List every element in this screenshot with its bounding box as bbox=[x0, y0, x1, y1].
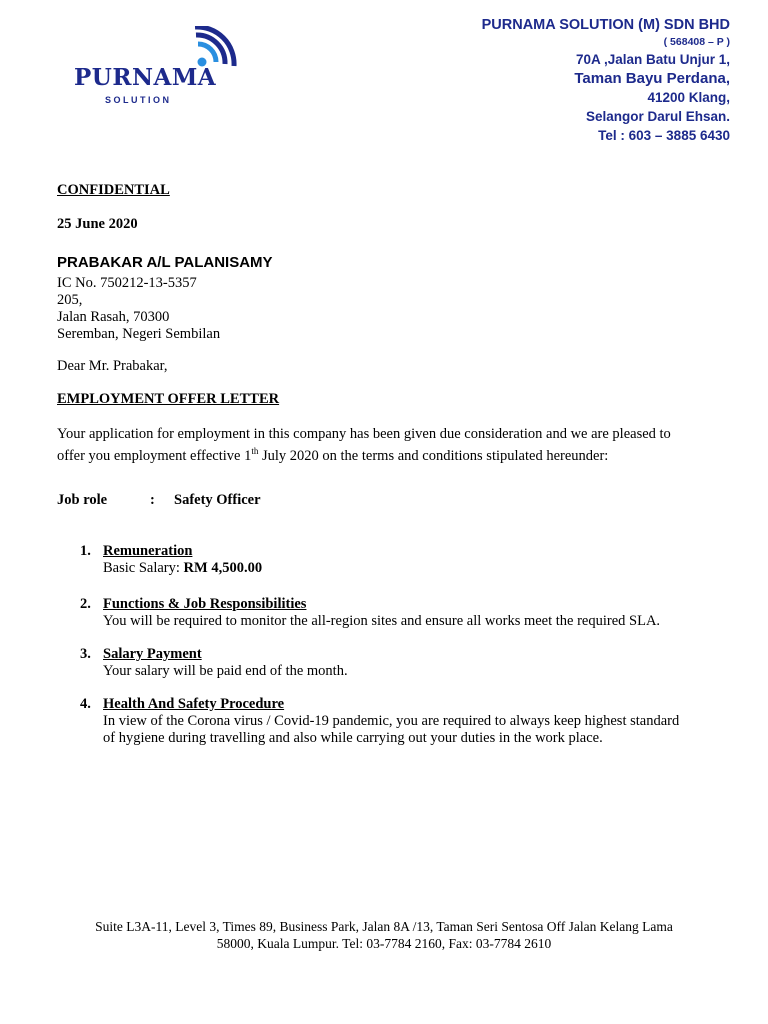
letter-date: 25 June 2020 bbox=[57, 216, 138, 232]
basic-salary-value: RM 4,500.00 bbox=[183, 560, 263, 576]
logo-subtitle: SOLUTION bbox=[105, 95, 172, 105]
company-name: PURNAMA SOLUTION (M) SDN BHD bbox=[481, 17, 730, 33]
recipient-address-line: Jalan Rasah, 70300 bbox=[57, 309, 170, 325]
job-role bbox=[57, 492, 717, 509]
job-role-colon: : bbox=[150, 492, 155, 508]
recipient-name: PRABAKAR A/L PALANISAMY bbox=[57, 254, 273, 271]
company-phone: Tel : 603 – 3885 6430 bbox=[598, 128, 730, 143]
recipient-address-line: Seremban, Negeri Sembilan bbox=[57, 326, 221, 342]
section-text: Basic Salary: RM 4,500.00 bbox=[103, 560, 263, 576]
footer-contact: 58000, Kuala Lumpur. Tel: 03-7784 2160, Fax: 03-7784 2610 bbox=[216, 936, 552, 951]
company-reg-no: ( 568408 – P ) bbox=[663, 36, 730, 48]
section-number: 3. bbox=[80, 646, 91, 662]
company-address-line: Selangor Darul Ehsan. bbox=[585, 109, 730, 124]
page-footer bbox=[0, 918, 768, 952]
intro-paragraph bbox=[57, 426, 717, 465]
footer-address: Suite L3A-11, Level 3, Times 89, Business Park, Jalan 8A /13, Taman Seri Sentosa Off Jalan Kelang Lama bbox=[95, 919, 673, 934]
recipient-address bbox=[57, 275, 717, 343]
section-text: Your salary will be paid end of the month. bbox=[103, 663, 348, 679]
section-text: of hygiene during travelling and also while carrying out your duties in the work place. bbox=[103, 730, 603, 746]
section-number: 1. bbox=[80, 543, 91, 559]
section-heading: Health And Safety Procedure bbox=[103, 696, 285, 712]
intro-line: offer you employment effective 1th July 2020 on the terms and conditions stipulated hereunder: bbox=[57, 446, 609, 464]
section-heading: Functions & Job Responsibilities bbox=[103, 596, 307, 612]
section-number: 4. bbox=[80, 696, 91, 712]
section-text: You will be required to monitor the all-region sites and ensure all works meet the required SLA. bbox=[103, 613, 661, 629]
intro-line: Your application for employment in this company has been given due consideration and we are pleased to bbox=[57, 426, 671, 442]
letter-subject: EMPLOYMENT OFFER LETTER bbox=[57, 391, 280, 407]
section-number: 2. bbox=[80, 596, 91, 612]
company-address-line: Taman Bayu Perdana, bbox=[574, 70, 730, 87]
recipient-address-line: 205, bbox=[57, 292, 83, 308]
recipient-ic: IC No. 750212-13-5357 bbox=[57, 275, 197, 291]
confidential-label: CONFIDENTIAL bbox=[57, 182, 170, 198]
job-role-label: Job role bbox=[57, 492, 108, 508]
section-text: In view of the Corona virus / Covid-19 pandemic, you are required to always keep highest standard bbox=[103, 713, 680, 729]
salutation: Dear Mr. Prabakar, bbox=[57, 358, 168, 374]
company-address-line: 70A ,Jalan Batu Unjur 1, bbox=[575, 52, 730, 67]
job-role-value: Safety Officer bbox=[174, 492, 261, 508]
company-header bbox=[482, 16, 730, 145]
section-heading: Salary Payment bbox=[103, 646, 202, 662]
logo-wordmark: PURNAMA bbox=[74, 64, 217, 91]
section-heading: Remuneration bbox=[103, 543, 193, 559]
company-address-line: 41200 Klang, bbox=[647, 90, 730, 105]
